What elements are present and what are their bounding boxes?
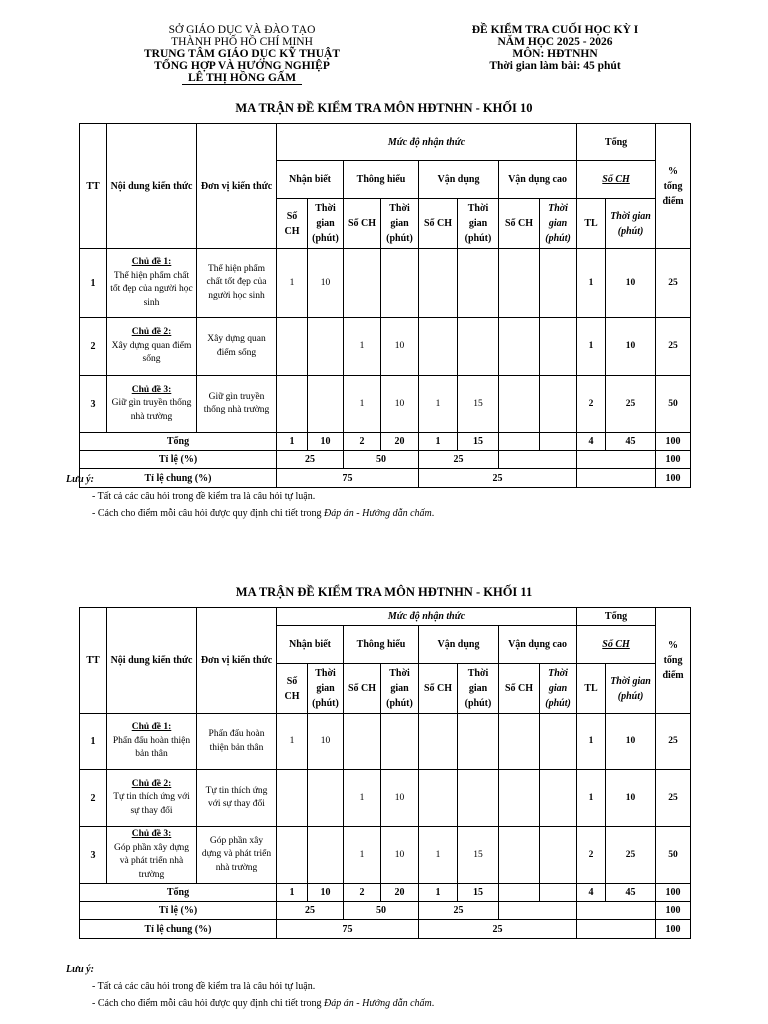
ratio-label: Tỉ lệ (%) <box>80 902 277 920</box>
ratio-all-pct: 100 <box>656 920 691 939</box>
col-time: Thời gian (phút) <box>540 664 577 714</box>
city-name: THÀNH PHỐ HỒ CHÍ MINH <box>171 36 313 48</box>
col-tl: TL <box>577 199 606 249</box>
sum-tl: 4 <box>577 884 606 902</box>
col-total: Tổng <box>577 608 656 626</box>
note-line-2-emphasis: Đáp án - Hướng dẫn chấm <box>324 508 432 519</box>
cell-time: 10 <box>606 714 656 770</box>
col-time: Thời gian (phút) <box>540 199 577 249</box>
cell-time: 25 <box>606 376 656 433</box>
cell <box>499 714 540 770</box>
row-unit: Giữ gìn truyền thống nhà trường <box>197 376 277 433</box>
col-so-ch: Số CH <box>419 664 458 714</box>
row-tt: 2 <box>80 770 107 827</box>
table-row <box>80 827 691 884</box>
col-time: Thời gian (phút) <box>458 664 499 714</box>
row-tt: 1 <box>80 249 107 318</box>
cell: 10 <box>308 714 344 770</box>
row-unit: Góp phần xây dựng và phát triển nhà trường <box>197 827 277 884</box>
sum-cell: 1 <box>419 884 458 902</box>
topic-label: Chủ đề 3: <box>131 829 172 839</box>
cell <box>540 376 577 433</box>
sum-tl: 4 <box>577 433 606 451</box>
note-line-2-end: . <box>431 998 435 1009</box>
matrix-table-grade-11 <box>79 607 691 939</box>
subject: MÔN: HĐTNHN <box>512 48 598 60</box>
sum-cell: 1 <box>419 433 458 451</box>
cell: 10 <box>308 249 344 318</box>
cell <box>308 827 344 884</box>
sum-cell: 10 <box>308 433 344 451</box>
cell-pct: 50 <box>656 376 691 433</box>
col-nhan-biet: Nhận biết <box>277 161 344 199</box>
ratio-all-label: Tỉ lệ chung (%) <box>80 469 277 488</box>
cell-time: 10 <box>606 770 656 827</box>
ratio-empty <box>577 451 656 469</box>
cell-pct: 25 <box>656 770 691 827</box>
note-line-2-end: . <box>431 508 435 519</box>
sum-cell: 1 <box>277 433 308 451</box>
sum-cell <box>540 433 577 451</box>
ratio-row <box>80 902 691 920</box>
sum-cell: 15 <box>458 884 499 902</box>
ratio-all-cell: 25 <box>419 920 577 939</box>
col-so-ch: Số CH <box>344 664 381 714</box>
ratio-pct: 100 <box>656 902 691 920</box>
sum-cell: 2 <box>344 433 381 451</box>
col-content: Nội dung kiến thức <box>107 608 197 714</box>
topic-label: Chủ đề 1: <box>131 257 172 267</box>
note-block-1 <box>66 471 434 522</box>
cell: 1 <box>277 249 308 318</box>
cell <box>499 770 540 827</box>
school-header <box>92 24 392 85</box>
col-tt: TT <box>80 124 107 249</box>
col-tl: TL <box>577 664 606 714</box>
note-line-2-text: - Cách cho điểm mỗi câu hỏi được quy định chi tiết trong <box>92 998 325 1009</box>
cell <box>308 770 344 827</box>
cell-time: 10 <box>606 249 656 318</box>
col-van-dung-cao: Vận dụng cao <box>499 161 577 199</box>
note-line-1: - Tất cả các câu hỏi trong đề kiểm tra là câu hỏi tự luận. <box>92 491 316 502</box>
cell: 10 <box>381 318 419 376</box>
sum-cell: 10 <box>308 884 344 902</box>
cell: 15 <box>458 376 499 433</box>
col-total: Tổng <box>577 124 656 161</box>
ratio-empty <box>577 902 656 920</box>
cell <box>419 714 458 770</box>
sum-pct: 100 <box>656 433 691 451</box>
cell-tl: 1 <box>577 770 606 827</box>
note-label: Lưu ý: <box>66 964 94 975</box>
ratio-cell: 25 <box>277 451 344 469</box>
cell: 1 <box>344 827 381 884</box>
duration: Thời gian làm bài: 45 phút <box>489 60 621 72</box>
note-line-1: - Tất cả các câu hỏi trong đề kiểm tra là câu hỏi tự luận. <box>92 981 316 992</box>
department-name: SỞ GIÁO DỤC VÀ ĐÀO TẠO <box>168 24 316 36</box>
sum-cell: 1 <box>277 884 308 902</box>
cell: 1 <box>344 770 381 827</box>
cell: 1 <box>277 714 308 770</box>
cell: 10 <box>381 827 419 884</box>
cell <box>344 714 381 770</box>
col-so-ch: Số CH <box>277 664 308 714</box>
exam-title: ĐỀ KIỂM TRA CUỐI HỌC KỲ I <box>471 24 639 36</box>
cell-tl: 2 <box>577 827 606 884</box>
ratio-cell: 50 <box>344 902 419 920</box>
ratio-cell: 25 <box>277 902 344 920</box>
topic-content: Góp phần xây dựng và phát triển nhà trường <box>113 842 190 880</box>
matrix-title-grade-10: MA TRẬN ĐỀ KIỂM TRA MÔN HĐTNHN - KHỐI 10 <box>235 101 533 115</box>
col-so-ch: Số CH <box>344 199 381 249</box>
cell <box>458 714 499 770</box>
col-so-ch: Số CH <box>419 199 458 249</box>
cell <box>540 714 577 770</box>
ratio-cell: 25 <box>419 451 499 469</box>
ratio-all-row <box>80 920 691 939</box>
col-van-dung: Vận dụng <box>419 161 499 199</box>
ratio-all-cell: 25 <box>419 469 577 488</box>
col-pct: % tổng điểm <box>656 124 691 249</box>
sum-cell: 20 <box>381 433 419 451</box>
cell <box>540 318 577 376</box>
row-unit: Thể hiện phẩm chất tốt đẹp của người học sinh <box>197 249 277 318</box>
col-time: Thời gian (phút) <box>308 664 344 714</box>
cell <box>540 827 577 884</box>
cell <box>277 318 308 376</box>
cell: 10 <box>381 770 419 827</box>
note-line-2-text: - Cách cho điểm mỗi câu hỏi được quy định chi tiết trong <box>92 508 325 519</box>
cell <box>277 770 308 827</box>
center-name-line2: TỔNG HỢP VÀ HƯỚNG NGHIỆP <box>154 60 330 72</box>
cell: 1 <box>344 318 381 376</box>
cell <box>308 376 344 433</box>
ratio-cell: 50 <box>344 451 419 469</box>
col-time: Thời gian (phút) <box>308 199 344 249</box>
sum-cell: 15 <box>458 433 499 451</box>
cell-tl: 2 <box>577 376 606 433</box>
note-label: Lưu ý: <box>66 474 94 485</box>
cell-pct: 25 <box>656 318 691 376</box>
topic-content: Phấn đấu hoàn thiện bản thân <box>112 735 191 760</box>
topic-label: Chủ đề 2: <box>131 778 172 789</box>
ratio-all-pct: 100 <box>656 469 691 488</box>
sum-cell <box>499 884 540 902</box>
row-tt: 3 <box>80 827 107 884</box>
cell: 1 <box>419 827 458 884</box>
cell-time: 25 <box>606 827 656 884</box>
cell: 15 <box>458 827 499 884</box>
note-line-2 <box>66 505 434 522</box>
col-thong-hieu: Thông hiểu <box>344 161 419 199</box>
row-unit: Tự tin thích ứng với sự thay đổi <box>197 770 277 827</box>
cell <box>381 714 419 770</box>
row-content <box>107 827 197 884</box>
cell <box>344 249 381 318</box>
ratio-all-empty <box>577 469 656 488</box>
topic-content: Tự tin thích ứng với sự thay đổi <box>113 792 190 816</box>
cell <box>499 827 540 884</box>
cell <box>381 249 419 318</box>
sum-pct: 100 <box>656 884 691 902</box>
cell-pct: 25 <box>656 714 691 770</box>
row-unit: Phấn đấu hoàn thiện bản thân <box>197 714 277 770</box>
topic-label: Chủ đề 2: <box>131 327 172 338</box>
col-so-ch-total: Số CH <box>577 626 656 664</box>
cell: 1 <box>344 376 381 433</box>
cell <box>308 318 344 376</box>
sum-cell <box>540 884 577 902</box>
topic-content: Giữ gìn truyền thống nhà trường <box>111 398 192 422</box>
col-so-ch: Số CH <box>277 199 308 249</box>
note-block-2 <box>66 961 434 1012</box>
cell-pct: 25 <box>656 249 691 318</box>
col-level: Mức độ nhận thức <box>277 608 577 626</box>
row-content <box>107 318 197 376</box>
sum-cell: 2 <box>344 884 381 902</box>
ratio-pct: 100 <box>656 451 691 469</box>
table-row <box>80 770 691 827</box>
cell <box>458 249 499 318</box>
sum-row <box>80 433 691 451</box>
col-time-total: Thời gian (phút) <box>606 664 656 714</box>
sum-time: 45 <box>606 884 656 902</box>
sum-time: 45 <box>606 433 656 451</box>
col-time: Thời gian (phút) <box>381 664 419 714</box>
cell-pct: 50 <box>656 827 691 884</box>
row-content <box>107 249 197 318</box>
cell-tl: 1 <box>577 318 606 376</box>
sum-label: Tổng <box>80 433 277 451</box>
cell-tl: 1 <box>577 714 606 770</box>
col-tt: TT <box>80 608 107 714</box>
cell <box>458 318 499 376</box>
col-van-dung-cao: Vận dụng cao <box>499 626 577 664</box>
cell <box>419 770 458 827</box>
ratio-cell <box>499 902 577 920</box>
ratio-row <box>80 451 691 469</box>
col-unit: Đơn vị kiến thức <box>197 608 277 714</box>
col-so-ch: Số CH <box>499 199 540 249</box>
center-name-line1: TRUNG TÂM GIÁO DỤC KỸ THUẬT <box>143 48 341 60</box>
topic-label: Chủ đề 3: <box>131 384 172 395</box>
cell-tl: 1 <box>577 249 606 318</box>
col-time-total: Thời gian (phút) <box>606 199 656 249</box>
col-time: Thời gian (phút) <box>381 199 419 249</box>
col-thong-hieu: Thông hiểu <box>344 626 419 664</box>
ratio-cell <box>499 451 577 469</box>
col-nhan-biet: Nhận biết <box>277 626 344 664</box>
cell <box>419 249 458 318</box>
row-content <box>107 714 197 770</box>
cell <box>419 318 458 376</box>
note-line-2 <box>66 995 434 1012</box>
cell <box>499 376 540 433</box>
cell: 10 <box>381 376 419 433</box>
topic-content: Xây dựng quan điểm sống <box>111 340 192 365</box>
col-time: Thời gian (phút) <box>458 199 499 249</box>
col-level: Mức độ nhận thức <box>277 124 577 161</box>
topic-content: Thể hiện phẩm chất tốt đẹp của người học sinh <box>110 270 193 308</box>
col-so-ch-total: Số CH <box>577 161 656 199</box>
cell <box>540 249 577 318</box>
matrix-table-grade-10 <box>79 123 691 488</box>
cell: 1 <box>419 376 458 433</box>
sum-cell <box>499 433 540 451</box>
col-content: Nội dung kiến thức <box>107 124 197 249</box>
row-tt: 2 <box>80 318 107 376</box>
col-so-ch: Số CH <box>499 664 540 714</box>
cell-time: 10 <box>606 318 656 376</box>
ratio-all-label: Tỉ lệ chung (%) <box>80 920 277 939</box>
col-unit: Đơn vị kiến thức <box>197 124 277 249</box>
ratio-all-empty <box>577 920 656 939</box>
sum-row <box>80 884 691 902</box>
cell <box>458 770 499 827</box>
school-year: NĂM HỌC 2025 - 2026 <box>497 36 613 48</box>
ratio-all-cell: 75 <box>277 469 419 488</box>
exam-header <box>405 24 705 72</box>
table-row <box>80 714 691 770</box>
ratio-all-cell: 75 <box>277 920 419 939</box>
topic-label: Chủ đề 1: <box>131 722 172 733</box>
sum-label: Tổng <box>80 884 277 902</box>
center-name-line3: LÊ THỊ HỒNG GẤM <box>182 72 302 85</box>
note-line-2-emphasis: Đáp án - Hướng dẫn chấm <box>324 998 432 1009</box>
ratio-cell: 25 <box>419 902 499 920</box>
cell <box>277 376 308 433</box>
row-unit: Xây dựng quan điểm sống <box>197 318 277 376</box>
col-van-dung: Vận dụng <box>419 626 499 664</box>
cell <box>277 827 308 884</box>
ratio-label: Tỉ lệ (%) <box>80 451 277 469</box>
row-tt: 1 <box>80 714 107 770</box>
cell <box>499 318 540 376</box>
sum-cell: 20 <box>381 884 419 902</box>
row-tt: 3 <box>80 376 107 433</box>
table-row <box>80 376 691 433</box>
matrix-title-grade-11: MA TRẬN ĐỀ KIỂM TRA MÔN HĐTNHN - KHỐI 11 <box>235 585 533 599</box>
col-pct: % tổng điểm <box>656 608 691 714</box>
table-row <box>80 249 691 318</box>
cell <box>499 249 540 318</box>
row-content <box>107 376 197 433</box>
table-row <box>80 318 691 376</box>
cell <box>540 770 577 827</box>
row-content <box>107 770 197 827</box>
